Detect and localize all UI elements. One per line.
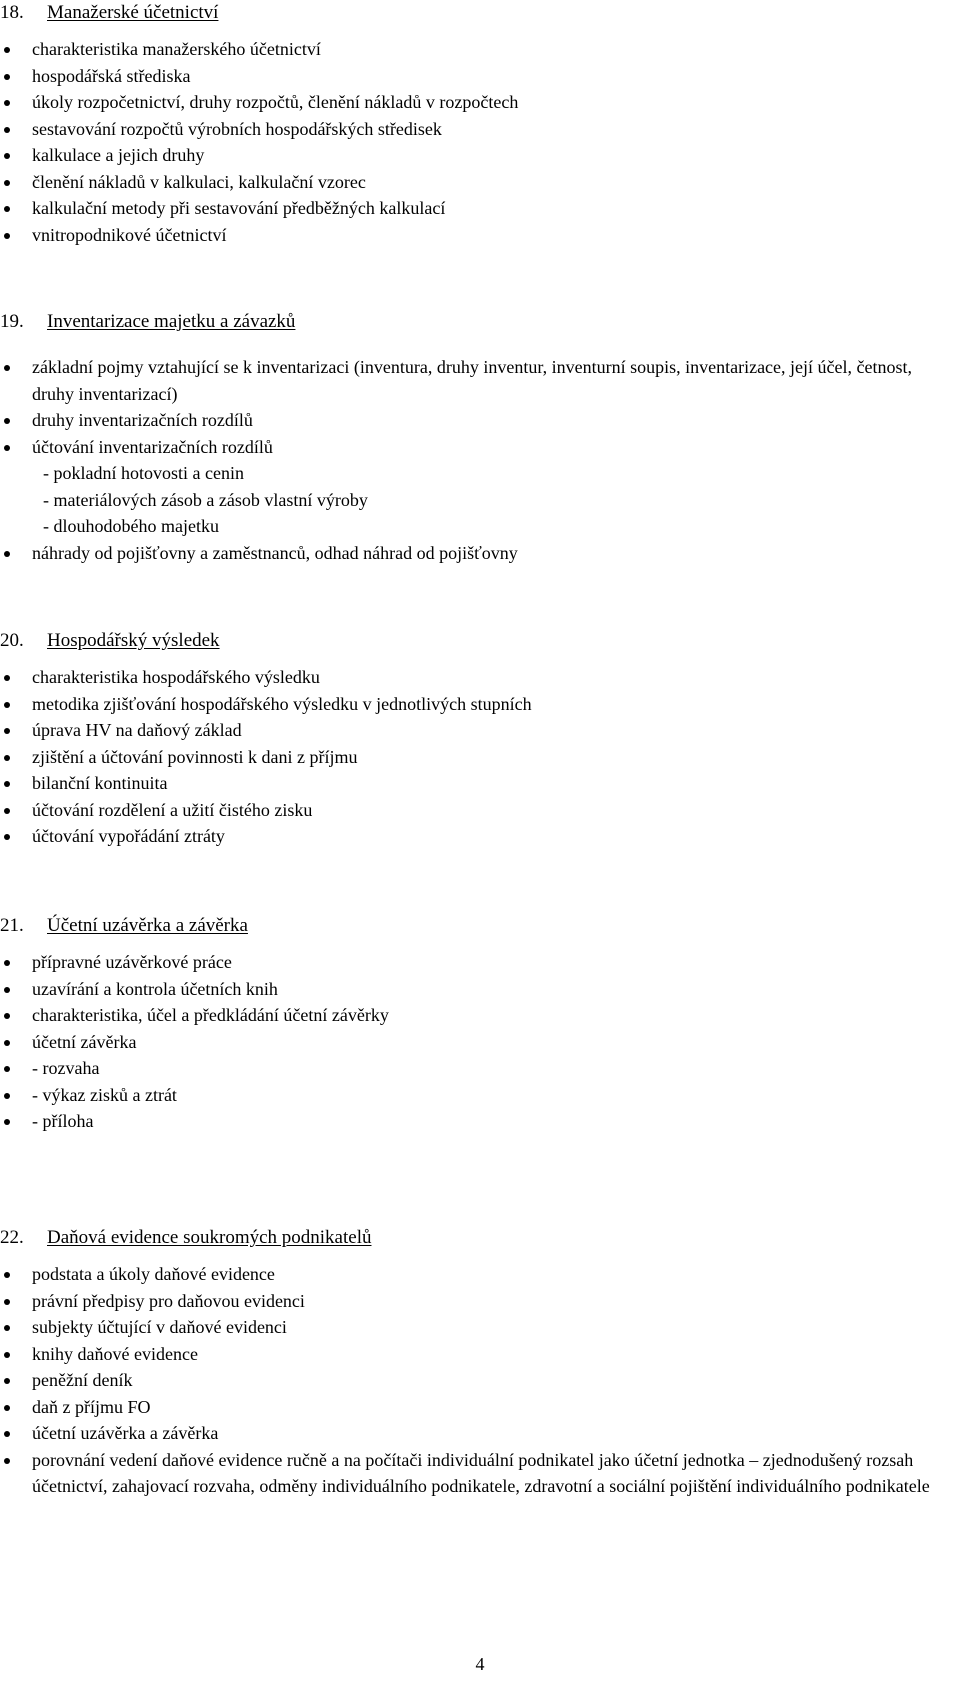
bullet-icon — [4, 1378, 10, 1384]
bullet-list — [0, 664, 960, 850]
list-item: účtování rozdělení a užití čistého zisku — [0, 797, 937, 824]
list-item: právní předpisy pro daňovou evidenci — [0, 1288, 937, 1315]
bullet-icon — [4, 153, 10, 159]
list-item: metodika zjišťování hospodářského výsledku v jednotlivých stupních — [0, 691, 937, 718]
section-title: Daňová evidence soukromých podnikatelů — [47, 1227, 372, 1248]
section-number: 22. — [0, 1227, 24, 1248]
bullet-icon — [4, 47, 10, 53]
bullet-icon — [4, 206, 10, 212]
bullet-icon — [4, 808, 10, 814]
list-item: zjištění a účtování povinnosti k dani z příjmu — [0, 744, 937, 771]
list-item: charakteristika, účel a předkládání účetní závěrky — [0, 1002, 937, 1029]
list-item: - příloha — [0, 1108, 937, 1135]
bullet-icon — [4, 233, 10, 239]
bullet-icon — [4, 1299, 10, 1305]
list-item: hospodářská střediska — [0, 63, 937, 90]
list-item: účetní uzávěrka a závěrka — [0, 1420, 937, 1447]
bullet-icon — [4, 1040, 10, 1046]
list-item: sestavování rozpočtů výrobních hospodářských středisek — [0, 116, 937, 143]
page-number: 4 — [475, 1654, 485, 1674]
list-item: porovnání vedení daňové evidence ručně a na počítači individuální podnikatel jako účetní jednotka – zjednodušený rozsah účetnictví, zahajovací rozvaha, odměny individuálního podnikatele, zdravotní a sociální pojištění individuálního podnikatele — [0, 1447, 937, 1500]
list-item: charakteristika manažerského účetnictví — [0, 36, 937, 63]
sub-item: - dlouhodobého majetku — [43, 516, 219, 536]
bullet-icon — [4, 675, 10, 681]
section-22 — [0, 1225, 960, 1500]
list-item: náhrady od pojišťovny a zaměstnanců, odhad náhrad od pojišťovny — [0, 540, 937, 567]
bullet-icon — [4, 755, 10, 761]
bullet-icon — [4, 1325, 10, 1331]
list-item: knihy daňové evidence — [0, 1341, 937, 1368]
bullet-icon — [4, 1093, 10, 1099]
list-item: podstata a úkoly daňové evidence — [0, 1261, 937, 1288]
list-item: členění nákladů v kalkulaci, kalkulační vzorec — [0, 169, 937, 196]
list-item: charakteristika hospodářského výsledku — [0, 664, 937, 691]
bullet-icon — [4, 728, 10, 734]
list-item: základní pojmy vztahující se k inventarizaci (inventura, druhy inventur, inventurní soupis, inventarizace, její účel, četnost, druhy inventarizací) — [0, 354, 937, 407]
section-heading — [0, 628, 960, 654]
section-number: 21. — [0, 915, 24, 936]
bullet-icon — [4, 1119, 10, 1125]
bullet-list — [0, 540, 960, 567]
list-item: účetní závěrka — [0, 1029, 937, 1056]
section-heading — [0, 913, 960, 939]
list-item: bilanční kontinuita — [0, 770, 937, 797]
bullet-icon — [4, 365, 10, 371]
bullet-icon — [4, 987, 10, 993]
section-title: Účetní uzávěrka a závěrka — [47, 915, 248, 936]
list-item: daň z příjmu FO — [0, 1394, 937, 1421]
section-title: Inventarizace majetku a závazků — [47, 311, 296, 332]
bullet-icon — [4, 180, 10, 186]
bullet-icon — [4, 551, 10, 557]
bullet-icon — [4, 702, 10, 708]
bullet-icon — [4, 960, 10, 966]
list-item: kalkulační metody při sestavování předběžných kalkulací — [0, 195, 937, 222]
bullet-icon — [4, 74, 10, 80]
section-21 — [0, 913, 960, 1135]
list-item: - rozvaha — [0, 1055, 937, 1082]
list-item: přípravné uzávěrkové práce — [0, 949, 937, 976]
bullet-icon — [4, 127, 10, 133]
bullet-icon — [4, 1431, 10, 1437]
section-number: 19. — [0, 311, 24, 332]
section-number: 18. — [0, 2, 24, 23]
bullet-icon — [4, 834, 10, 840]
section-19 — [0, 309, 960, 566]
bullet-icon — [4, 1066, 10, 1072]
bullet-list — [0, 354, 960, 460]
section-20 — [0, 628, 960, 850]
bullet-list — [0, 949, 960, 1135]
section-heading — [0, 1225, 960, 1251]
bullet-icon — [4, 100, 10, 106]
bullet-icon — [4, 1405, 10, 1411]
section-number: 20. — [0, 630, 24, 651]
bullet-icon — [4, 1013, 10, 1019]
bullet-list — [0, 1261, 960, 1500]
list-item: druhy inventarizačních rozdílů — [0, 407, 937, 434]
bullet-icon — [4, 445, 10, 451]
section-heading — [0, 0, 960, 26]
section-heading — [0, 309, 960, 335]
list-item: úprava HV na daňový základ — [0, 717, 937, 744]
bullet-icon — [4, 1352, 10, 1358]
list-item: - výkaz zisků a ztrát — [0, 1082, 937, 1109]
bullet-list — [0, 36, 960, 248]
sub-item: - pokladní hotovosti a cenin — [43, 463, 244, 483]
bullet-icon — [4, 1272, 10, 1278]
section-title: Manažerské účetnictví — [47, 2, 219, 23]
bullet-icon — [4, 1458, 10, 1464]
list-item: kalkulace a jejich druhy — [0, 142, 937, 169]
list-item: peněžní deník — [0, 1367, 937, 1394]
section-18 — [0, 0, 960, 248]
list-item: účtování inventarizačních rozdílů — [0, 434, 937, 461]
bullet-icon — [4, 781, 10, 787]
section-title: Hospodářský výsledek — [47, 630, 220, 651]
list-item: subjekty účtující v daňové evidenci — [0, 1314, 937, 1341]
bullet-icon — [4, 418, 10, 424]
sub-item: - materiálových zásob a zásob vlastní výroby — [43, 489, 368, 510]
list-item: vnitropodnikové účetnictví — [0, 222, 937, 249]
list-item: uzavírání a kontrola účetních knih — [0, 976, 937, 1003]
list-item: účtování vypořádání ztráty — [0, 823, 937, 850]
list-item: úkoly rozpočetnictví, druhy rozpočtů, členění nákladů v rozpočtech — [0, 89, 937, 116]
